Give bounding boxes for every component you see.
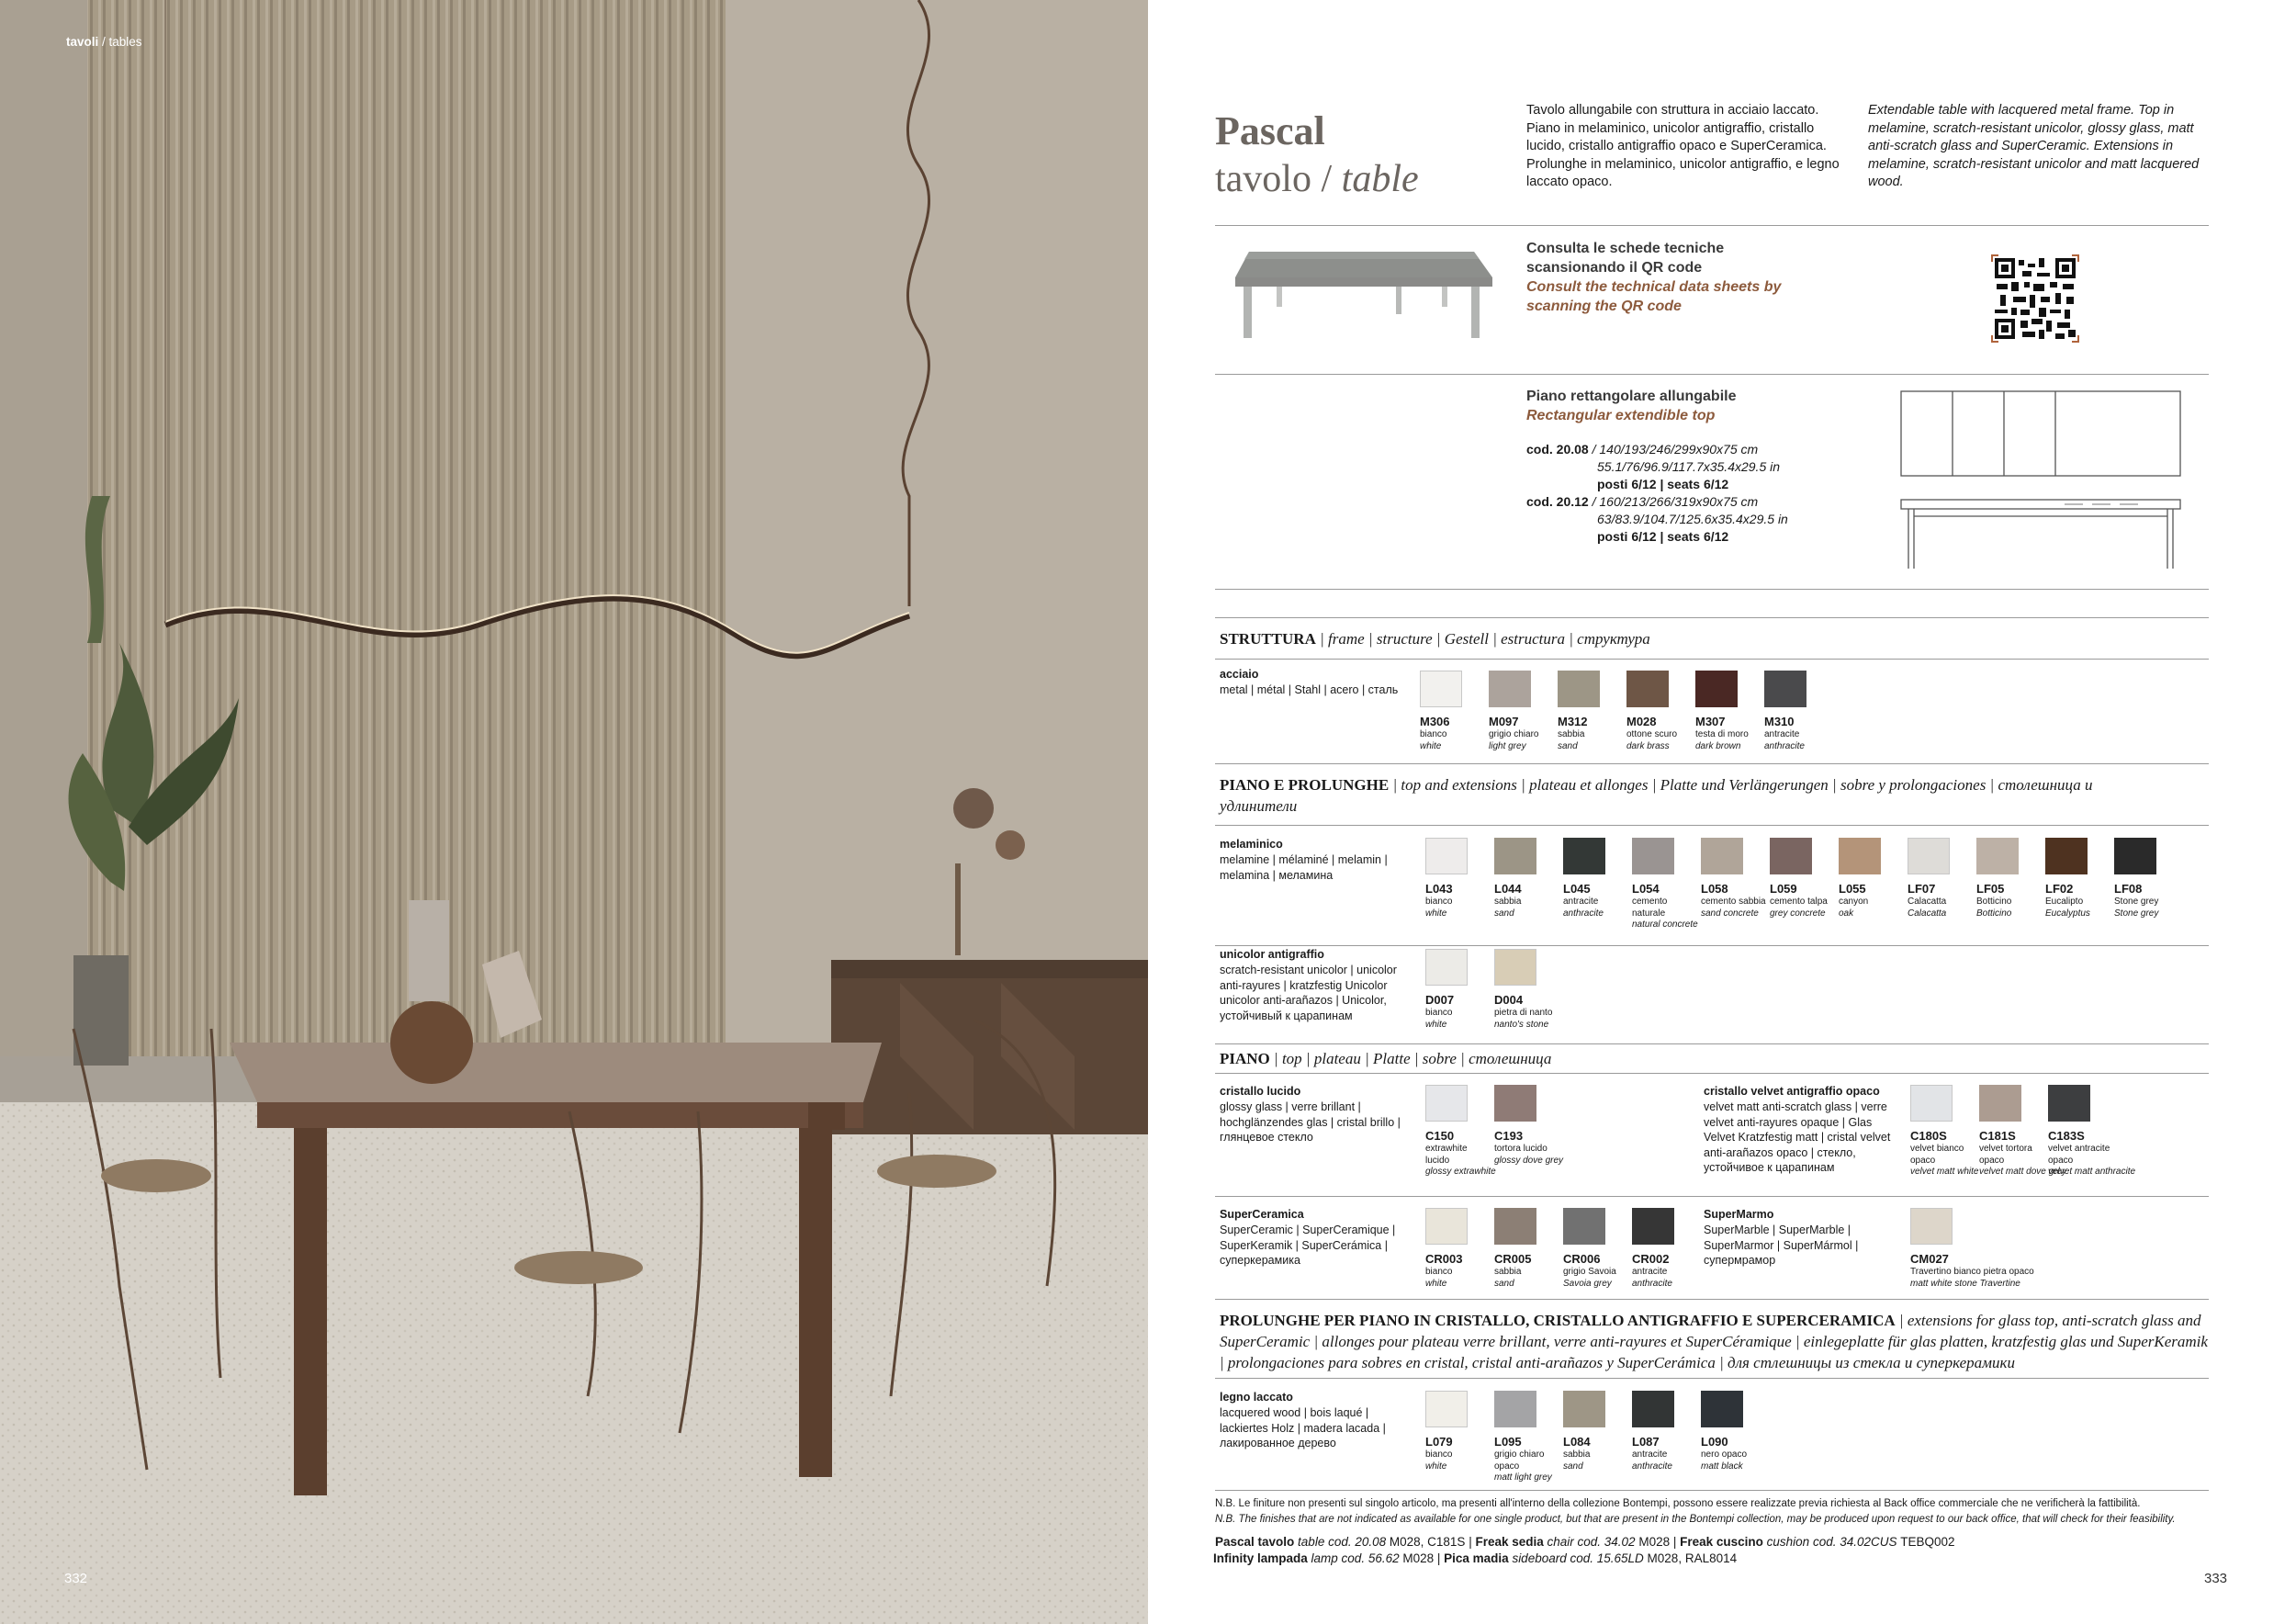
finish-name-en: sand — [1558, 740, 1578, 751]
finish-name — [1425, 1449, 1452, 1472]
finish-swatch-c181s — [1979, 1085, 2021, 1122]
finish-name-en: white — [1420, 740, 1442, 751]
finish-swatch-l055 — [1839, 838, 1881, 874]
finish-name-it: cemento talpa — [1770, 897, 1828, 907]
technical-drawing — [1899, 389, 2184, 573]
finish-name-it: sabbia — [1558, 729, 1585, 739]
finish-name-it: sabbia — [1494, 1267, 1522, 1277]
credit-part: cod. 34.02 — [1577, 1535, 1639, 1549]
finish-code: L045 — [1563, 882, 1591, 896]
material-desc: velvet matt anti-scratch glass | verre velvet anti-rayures opaque | Glas Velvet Kratzfestig matt | cristal velvet anti-arañazos opaco | стекло, устойчивое к царапинам — [1704, 1100, 1891, 1174]
finish-name-it: sabbia — [1563, 1449, 1591, 1460]
credit-part: table — [1298, 1535, 1329, 1549]
material-title: melaminico — [1220, 838, 1283, 851]
credit-part: cod. 15.65LD — [1570, 1551, 1648, 1565]
finish-swatch-l045 — [1563, 838, 1605, 874]
finish-name-en: glossy extrawhite — [1425, 1167, 1496, 1177]
finish-name — [1626, 729, 1677, 752]
finish-name-it: bianco — [1425, 897, 1453, 907]
section-heading-struttura — [1220, 628, 2207, 649]
divider — [1215, 1490, 2209, 1491]
finish-name — [1632, 897, 1698, 931]
divider — [1215, 825, 2209, 826]
product-subtitle — [1215, 156, 1419, 202]
finish-name-en: dark brass — [1626, 740, 1670, 751]
finish-swatch-cr003 — [1425, 1208, 1468, 1245]
finish-code: CR006 — [1563, 1252, 1601, 1266]
finish-name-en: sand — [1563, 1460, 1583, 1472]
finish-name-it: antracite — [1632, 1267, 1668, 1277]
material-title: legno laccato — [1220, 1391, 1293, 1404]
product-name: Pascal — [1215, 108, 1325, 153]
material-title: acciaio — [1220, 668, 1259, 681]
credit-part: cushion — [1766, 1535, 1813, 1549]
finish-code: C180S — [1910, 1129, 1947, 1143]
finish-name-it: bianco — [1425, 1267, 1453, 1277]
finish-name — [1839, 897, 1868, 919]
material-desc: melamine | mélaminé | melamin | melamina | меламина — [1220, 853, 1388, 882]
finish-code: C150 — [1425, 1129, 1455, 1143]
finish-swatch-l090 — [1701, 1391, 1743, 1427]
finish-swatch-cr002 — [1632, 1208, 1674, 1245]
divider — [1215, 1299, 2209, 1300]
divider — [1215, 617, 2209, 618]
finish-name-en: dark brown — [1695, 740, 1741, 751]
finish-code: CR002 — [1632, 1252, 1670, 1266]
finish-name-en: velvet matt anthracite — [2048, 1167, 2136, 1177]
finish-name-it: canyon — [1839, 897, 1869, 907]
credit-part: TEBQ002 — [1900, 1535, 1955, 1549]
finish-name-en: Stone grey — [2114, 908, 2159, 919]
spec-dims-cm: / 140/193/246/299x90x75 cm — [1588, 442, 1759, 457]
section-heading-piano — [1220, 1048, 2207, 1069]
description-en: Extendable table with lacquered metal frame. Top in melamine, scratch-resistant unicolor, glossy glass, matt anti-scratch glass and SuperCeramic. Extensions in melamine, scratch-resistant unicolor and matt lacquered wood. — [1868, 103, 2200, 189]
divider — [1215, 1043, 2209, 1044]
finish-code: LF02 — [2045, 882, 2074, 896]
heading-label: PROLUNGHE PER PIANO IN CRISTALLO, CRISTALLO ANTIGRAFFIO E SUPERCERAMICA — [1220, 1312, 1896, 1329]
finish-swatch-c150 — [1425, 1085, 1468, 1122]
material-title: cristallo velvet antigraffio opaco — [1704, 1085, 1880, 1098]
finish-code: D007 — [1425, 993, 1455, 1007]
credit-part: Freak sedia — [1475, 1535, 1548, 1549]
credit-part: lamp — [1311, 1551, 1342, 1565]
divider — [1215, 1073, 2209, 1074]
credit-part: Pascal tavolo — [1215, 1535, 1299, 1549]
finish-code: M097 — [1489, 715, 1519, 728]
finish-code: CR003 — [1425, 1252, 1463, 1266]
finish-name-it: velvet antracite opaco — [2048, 1144, 2110, 1166]
heading-translations: | top and extensions | plateau et allonges | Platte und Verlängerungen | sobre y prolongaciones | столешница и удлинители — [1220, 776, 2093, 815]
finish-name-it: bianco — [1420, 729, 1447, 739]
finish-swatch-l079 — [1425, 1391, 1468, 1427]
credits-line — [1215, 1534, 1955, 1551]
finish-name — [1632, 1267, 1672, 1290]
top-title-en: Rectangular extendible top — [1526, 408, 1716, 423]
finish-name-it: bianco — [1425, 1008, 1453, 1018]
heading-label: STRUTTURA — [1220, 630, 1316, 648]
qr-code[interactable] — [1991, 254, 2079, 343]
finish-name — [1976, 897, 2011, 919]
note-en: N.B. The finishes that are not indicated as available for one single product, but that are present in the Bontempi collection, may be produced upon request to our back office, that will check for their feasibility. — [1215, 1514, 2176, 1525]
finish-name-it: Calacatta — [1908, 897, 1947, 907]
finish-name-it: pietra di nanto — [1494, 1008, 1553, 1018]
breadcrumb — [66, 35, 142, 49]
finish-code: M312 — [1558, 715, 1588, 728]
finish-name-it: antracite — [1764, 729, 1800, 739]
finish-swatch-l084 — [1563, 1391, 1605, 1427]
heading-translations: | frame | structure | Gestell | estructura | структура — [1315, 630, 1650, 648]
spec-dims-in: 63/83.9/104.7/125.6x35.4x29.5 in — [1597, 512, 1788, 526]
spec-code: cod. 20.08 — [1526, 442, 1589, 457]
finish-code: C181S — [1979, 1129, 2016, 1143]
finish-name-it: Stone grey — [2114, 897, 2159, 907]
finish-name — [1558, 729, 1584, 752]
credit-part: M028 | — [1402, 1551, 1445, 1565]
finish-name-it: grigio chiaro opaco — [1494, 1449, 1545, 1472]
finish-name — [2048, 1144, 2135, 1179]
finish-swatch-cr005 — [1494, 1208, 1536, 1245]
finish-name-it: tortora lucido — [1494, 1144, 1548, 1154]
finish-name-en: Calacatta — [1908, 908, 1947, 919]
divider — [1215, 659, 2209, 660]
finish-name-it: antracite — [1632, 1449, 1668, 1460]
divider — [1215, 945, 2209, 946]
finish-swatch-c183s — [2048, 1085, 2090, 1122]
heading-translations: | extensions for glass top, anti-scratch glass and SuperCeramic | allonges pour plateau verre brillant, verre anti-rayures et SuperCéramique | einlegeplatte für glas platten, kratzfestig glas und SuperKeramik | prolongaciones para sobres en cristal, cristal anti-arañazos y SuperCerámica | для стлешницы из стекла и суперкерамики — [1220, 1312, 2208, 1371]
description-it: Tavolo allungabile con struttura in acciaio laccato. Piano in melaminico, unicolor antigraffio, cristallo lucido, cristallo antigraffio opaco e SuperCeramica. Prolunghe in melaminico, unicolor antigraffio, e legno laccato opaco. — [1526, 103, 1840, 189]
finish-name-it: Botticino — [1976, 897, 2012, 907]
page-number-right: 333 — [2204, 1571, 2228, 1586]
finish-swatch-m028 — [1626, 671, 1669, 707]
finish-name-en: sand — [1494, 1278, 1514, 1289]
material-desc: SuperCeramic | SuperCeramique | SuperKeramik | SuperCerámica | суперкерамика — [1220, 1224, 1396, 1267]
finish-code: M307 — [1695, 715, 1726, 728]
finish-name — [2114, 897, 2158, 919]
divider — [1215, 1196, 2209, 1197]
subtitle-en: table — [1341, 158, 1419, 200]
finish-swatch-m310 — [1764, 671, 1806, 707]
finish-name-it: cemento sabbia — [1701, 897, 1766, 907]
finish-swatch-d007 — [1425, 949, 1468, 986]
finish-name-en: anthracite — [1632, 1278, 1672, 1289]
finish-code: L055 — [1839, 882, 1866, 896]
divider — [1215, 1378, 2209, 1379]
finish-swatch-lf07 — [1908, 838, 1950, 874]
material-desc: metal | métal | Stahl | acero | сталь — [1220, 683, 1399, 696]
finish-swatch-l059 — [1770, 838, 1812, 874]
finish-name-it: velvet bianco opaco — [1910, 1144, 1964, 1166]
finish-code: C183S — [2048, 1129, 2085, 1143]
finish-name — [1908, 897, 1946, 919]
finish-swatch-lf08 — [2114, 838, 2156, 874]
finish-swatch-l058 — [1701, 838, 1743, 874]
finish-name — [1910, 1144, 1978, 1179]
section-heading-piano-prolunghe — [1220, 774, 2138, 817]
spec-dims-cm: / 160/213/266/319x90x75 cm — [1588, 494, 1759, 509]
finish-code: CR005 — [1494, 1252, 1532, 1266]
finish-name — [1494, 1267, 1521, 1290]
finish-name-en: matt black — [1701, 1460, 1743, 1472]
finish-name — [1695, 729, 1749, 752]
finish-code: D004 — [1494, 993, 1524, 1007]
finish-name-en: light grey — [1489, 740, 1526, 751]
breadcrumb-subsection: / tables — [98, 35, 142, 49]
finish-name-en: grey concrete — [1770, 908, 1826, 919]
finish-name-en: anthracite — [1563, 908, 1604, 919]
finish-name — [1425, 897, 1452, 919]
finish-swatch-l043 — [1425, 838, 1468, 874]
finish-name-it: extrawhite lucido — [1425, 1144, 1468, 1166]
finish-name — [1425, 1008, 1452, 1031]
credit-part: Infinity lampada — [1213, 1551, 1311, 1565]
finish-swatch-l095 — [1494, 1391, 1536, 1427]
finish-code: M310 — [1764, 715, 1795, 728]
finish-name — [1494, 1008, 1552, 1031]
finish-swatch-lf05 — [1976, 838, 2019, 874]
finish-code: L087 — [1632, 1435, 1660, 1449]
credit-part: M028 | — [1638, 1535, 1681, 1549]
finish-name-en: oak — [1839, 908, 1854, 919]
finish-swatch-l044 — [1494, 838, 1536, 874]
finish-code: CM027 — [1910, 1252, 1949, 1266]
finish-name-it: velvet tortora opaco — [1979, 1144, 2032, 1166]
finish-swatch-cr006 — [1563, 1208, 1605, 1245]
credit-part: sideboard — [1512, 1551, 1570, 1565]
finish-name — [1701, 897, 1766, 919]
finish-name-it: sabbia — [1494, 897, 1522, 907]
finish-name-en: velvet matt white — [1910, 1167, 1979, 1177]
finish-name-en: matt white stone Travertine — [1910, 1278, 2020, 1289]
finish-code: M306 — [1420, 715, 1450, 728]
finish-name — [1420, 729, 1446, 752]
finish-name-en: matt light grey — [1494, 1472, 1552, 1483]
finish-swatch-c193 — [1494, 1085, 1536, 1122]
credit-part: cod. 34.02CUS — [1812, 1535, 1901, 1549]
finish-code: L054 — [1632, 882, 1660, 896]
heading-label: PIANO — [1220, 1050, 1270, 1067]
finish-name-it: testa di moro — [1695, 729, 1749, 739]
material-title: unicolor antigraffio — [1220, 948, 1324, 961]
finish-swatch-lf02 — [2045, 838, 2088, 874]
credits-line — [1213, 1551, 1737, 1567]
credit-part: cod. 56.62 — [1341, 1551, 1403, 1565]
finish-code: L044 — [1494, 882, 1522, 896]
finish-name — [1563, 1267, 1616, 1290]
finish-name — [1494, 1449, 1559, 1484]
finish-swatch-m307 — [1695, 671, 1738, 707]
material-title: cristallo lucido — [1220, 1085, 1301, 1098]
finish-name-it: nero opaco — [1701, 1449, 1748, 1460]
finish-code: L090 — [1701, 1435, 1728, 1449]
finish-name — [1494, 897, 1521, 919]
finish-name — [1632, 1449, 1672, 1472]
material-title: SuperMarmo — [1704, 1208, 1774, 1221]
spec-dims-in: 55.1/76/96.9/117.7x35.4x29.5 in — [1597, 459, 1781, 474]
credit-part: M028, RAL8014 — [1647, 1551, 1738, 1565]
finish-name-en: white — [1425, 908, 1447, 919]
finish-name-it: grigio Savoia — [1563, 1267, 1616, 1277]
finish-name — [1563, 897, 1604, 919]
finish-name-en: white — [1425, 1460, 1447, 1472]
finish-name — [1494, 1144, 1563, 1167]
finish-code: M028 — [1626, 715, 1657, 728]
heading-translations: | top | plateau | Platte | sobre | столешница — [1269, 1050, 1552, 1067]
finish-name-en: white — [1425, 1019, 1447, 1030]
finish-name — [1701, 1449, 1747, 1472]
page-number-left: 332 — [64, 1571, 88, 1586]
spec-seats: posti 6/12 | seats 6/12 — [1597, 529, 1729, 544]
material-desc: SuperMarble | SuperMarble | SuperMarmor | SuperMármol | супермрамор — [1704, 1224, 1859, 1267]
spec-seats: posti 6/12 | seats 6/12 — [1597, 477, 1729, 491]
finish-code: C193 — [1494, 1129, 1524, 1143]
qr-caption-it: Consulta le schede tecniche scansionando il QR code — [1526, 241, 1725, 276]
finish-name — [1425, 1267, 1452, 1290]
finish-name-en: anthracite — [1764, 740, 1805, 751]
heading-label: PIANO E PROLUNGHE — [1220, 776, 1390, 794]
finish-name-it: antracite — [1563, 897, 1599, 907]
finish-name — [1425, 1144, 1496, 1179]
finish-name — [1764, 729, 1805, 752]
finish-swatch-cm027 — [1910, 1208, 1953, 1245]
spec-code: cod. 20.12 — [1526, 494, 1589, 509]
finish-name-en: Savoia grey — [1563, 1278, 1612, 1289]
credit-part: cod. 20.08 — [1328, 1535, 1390, 1549]
finish-code: L059 — [1770, 882, 1797, 896]
section-heading-prolunghe — [1220, 1310, 2210, 1373]
finish-name-en: sand — [1494, 908, 1514, 919]
qr-caption-en: Consult the technical data sheets by scanning the QR code — [1526, 279, 1782, 314]
top-title-it: Piano rettangolare allungabile — [1526, 389, 1737, 404]
finish-name-it: bianco — [1425, 1449, 1453, 1460]
material-desc: scratch-resistant unicolor | unicolor anti-rayures | kratzfestig Unicolor unicolor anti-arañazos | Unicolor, устойчивый к царапинам — [1220, 964, 1397, 1022]
finish-swatch-l054 — [1632, 838, 1674, 874]
finish-swatch-c180s — [1910, 1085, 1953, 1122]
finish-name-it: Travertino bianco pietra opaco — [1910, 1267, 2034, 1277]
note-it: N.B. Le finiture non presenti sul singolo articolo, ma presenti all'interno della collezione Bontempi, possono essere realizzate previa richiesta al Back office commerciale che ne verificherà la fattibilità. — [1215, 1498, 2141, 1509]
material-desc: glossy glass | verre brillant | hochglänzendes glas | cristal brillo | глянцевое стекло — [1220, 1100, 1401, 1144]
finish-name-en: anthracite — [1632, 1460, 1672, 1472]
finish-code: LF08 — [2114, 882, 2143, 896]
finish-name — [1770, 897, 1828, 919]
finish-swatch-l087 — [1632, 1391, 1674, 1427]
finish-name-en: nanto's stone — [1494, 1019, 1549, 1030]
finish-code: LF05 — [1976, 882, 2005, 896]
divider — [1215, 763, 2209, 764]
finish-name-en: velvet matt dove grey — [1979, 1167, 2067, 1177]
finish-code: L043 — [1425, 882, 1453, 896]
finish-name-it: ottone scuro — [1626, 729, 1678, 739]
credit-part: chair — [1547, 1535, 1578, 1549]
credit-part: M028, C181S | — [1389, 1535, 1476, 1549]
divider — [1215, 374, 2209, 375]
finish-name-it: cemento naturale — [1632, 897, 1668, 919]
finish-name — [1910, 1267, 2034, 1290]
finish-swatch-m097 — [1489, 671, 1531, 707]
finish-name-en: glossy dove grey — [1494, 1155, 1564, 1166]
finish-name-en: Botticino — [1976, 908, 2012, 919]
finish-code: LF07 — [1908, 882, 1936, 896]
finish-name-en: Eucalyptus — [2045, 908, 2090, 919]
divider — [1215, 225, 2209, 226]
material-desc: lacquered wood | bois laqué | lackiertes Holz | madera lacada | лакированное дерево — [1220, 1406, 1386, 1449]
finish-name-en: natural concrete — [1632, 919, 1698, 930]
finish-code: L079 — [1425, 1435, 1453, 1449]
finish-name — [1489, 729, 1538, 752]
finish-code: L084 — [1563, 1435, 1591, 1449]
finish-name-en: white — [1425, 1278, 1447, 1289]
finish-code: L095 — [1494, 1435, 1522, 1449]
finish-name-it: Eucalipto — [2045, 897, 2084, 907]
subtitle-it: tavolo / — [1215, 158, 1342, 200]
finish-name — [2045, 897, 2090, 919]
table-render-image — [1231, 242, 1497, 344]
finish-name-en: sand concrete — [1701, 908, 1759, 919]
finish-swatch-m306 — [1420, 671, 1462, 707]
divider — [1215, 589, 2209, 590]
finish-swatch-d004 — [1494, 949, 1536, 986]
finish-name-it: grigio chiaro — [1489, 729, 1539, 739]
material-title: SuperCeramica — [1220, 1208, 1304, 1221]
breadcrumb-section: tavoli — [66, 35, 99, 49]
credit-part: Pica madia — [1444, 1551, 1513, 1565]
finish-swatch-m312 — [1558, 671, 1600, 707]
finish-name — [1563, 1449, 1590, 1472]
credit-part: Freak cuscino — [1680, 1535, 1767, 1549]
finish-code: L058 — [1701, 882, 1728, 896]
